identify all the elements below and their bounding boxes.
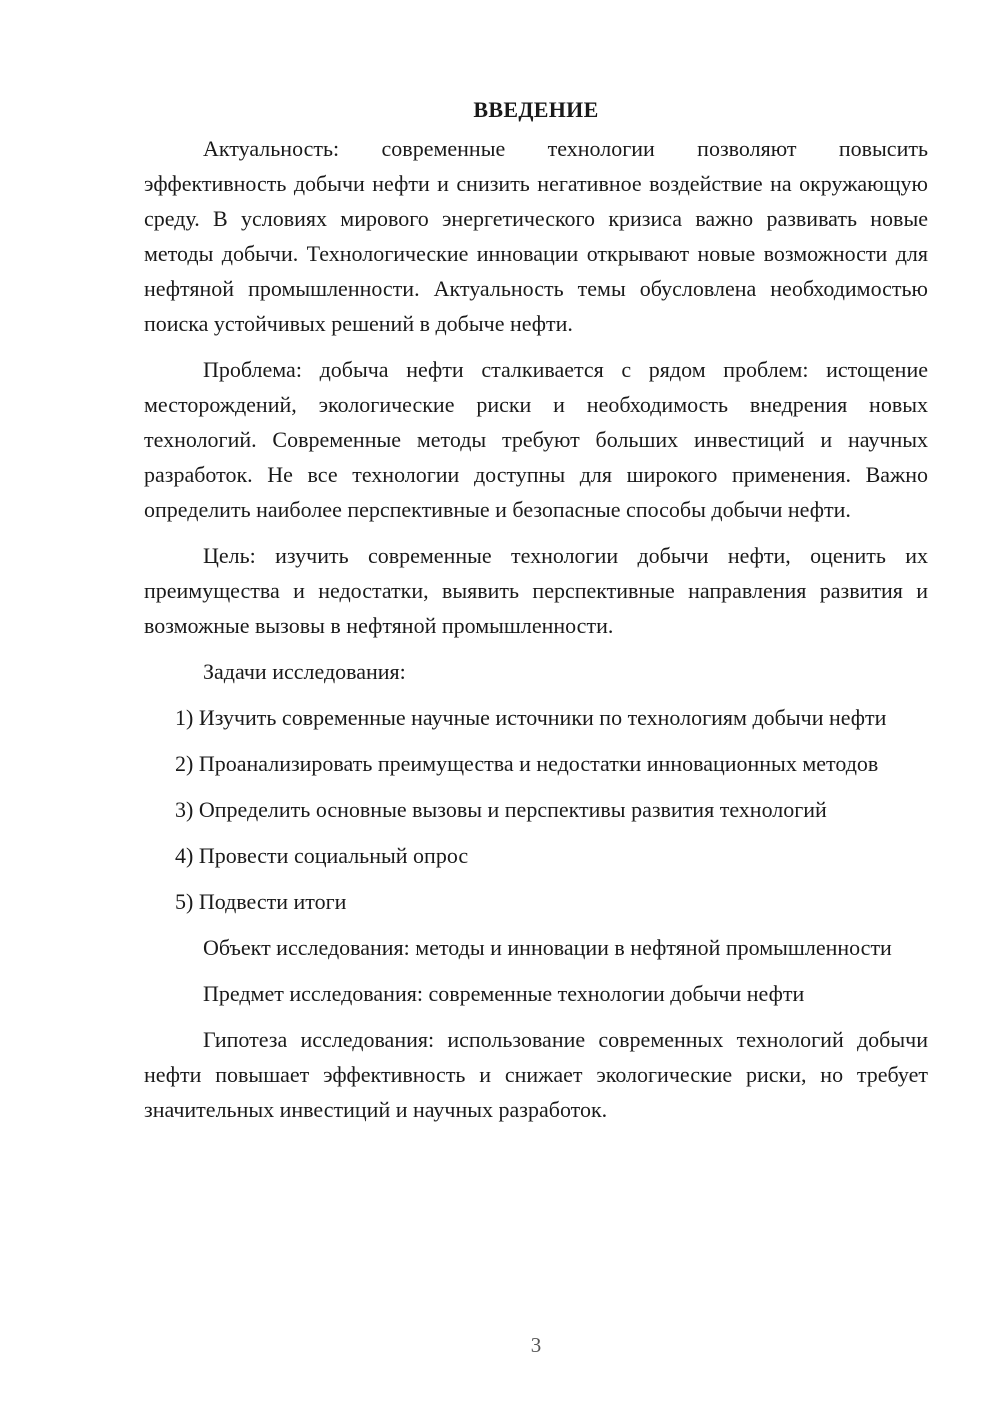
task-item-3: 3) Определить основные вызовы и перспективы развития технологий [175,797,827,822]
document-page [144,92,928,1138]
hypothesis-paragraph: Гипотеза исследования: использование современных технологий добычи нефти повышает эффективность и снижает экологические риски, но требует значительных инвестиций и научных разработок. [144,1027,928,1122]
tasks-heading: Задачи исследования: [203,659,406,684]
task-item-2: 2) Проанализировать преимущества и недостатки инновационных методов [175,751,879,776]
section-title: ВВЕДЕНИЕ [473,97,599,122]
task-item-5: 5) Подвести итоги [175,889,347,914]
object-paragraph: Объект исследования: методы и инновации в нефтяной промышленности [203,935,892,960]
task-item-4: 4) Провести социальный опрос [175,843,469,868]
task-item-1: 1) Изучить современные научные источники по технологиям добычи нефти [175,705,887,730]
relevance-paragraph: Актуальность: современные технологии позволяют повысить эффективность добычи нефти и снизить негативное воздействие на окружающую среду. В условиях мирового энергетического кризиса важно развивать новые методы добычи. Технологические инновации открывают новые возможности для нефтяной промышленности. Актуальность темы обусловлена необходимостью поиска устойчивых решений в добыче нефти. [144,136,928,336]
page-number: 3 [530,1333,542,1357]
goal-paragraph: Цель: изучить современные технологии добычи нефти, оценить их преимущества и недостатки, выявить перспективные направления развития и возможные вызовы в нефтяной промышленности. [144,543,928,638]
problem-paragraph: Проблема: добыча нефти сталкивается с рядом проблем: истощение месторождений, экологические риски и необходимость внедрения новых технологий. Современные методы требуют больших инвестиций и научных разработок. Не все технологии доступны для широкого применения. Важно определить наиболее перспективные и безопасные способы добычи нефти. [144,357,928,522]
subject-paragraph: Предмет исследования: современные технологии добычи нефти [203,981,805,1006]
